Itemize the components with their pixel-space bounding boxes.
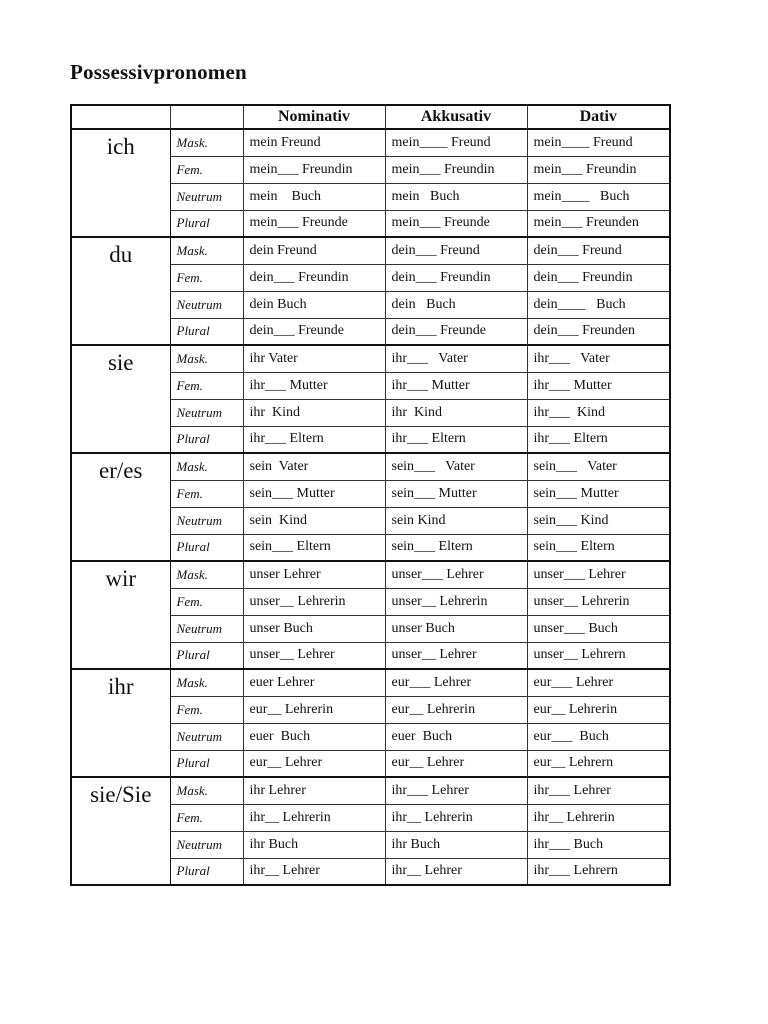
dativ-cell: unser__ Lehrerin [527,588,670,615]
pronoun-group [71,345,670,453]
nominativ-cell: unser Buch [243,615,385,642]
table-row [71,345,670,372]
akkusativ-cell: sein___ Mutter [385,480,527,507]
table-row [71,669,670,696]
dativ-cell: eur___ Buch [527,723,670,750]
akkusativ-cell: sein___ Eltern [385,534,527,561]
gender-cell: Neutrum [170,507,243,534]
gender-cell: Plural [170,210,243,237]
nominativ-cell: sein Kind [243,507,385,534]
akkusativ-cell: dein___ Freundin [385,264,527,291]
akkusativ-cell: mein Buch [385,183,527,210]
dativ-cell: unser___ Buch [527,615,670,642]
pronoun-cell: wir [71,561,170,669]
nominativ-cell: dein Buch [243,291,385,318]
nominativ-cell: unser Lehrer [243,561,385,588]
header-gender-blank [170,105,243,129]
akkusativ-cell: unser Buch [385,615,527,642]
gender-cell: Neutrum [170,399,243,426]
pronoun-cell: er/es [71,453,170,561]
nominativ-cell: ihr__ Lehrer [243,858,385,885]
akkusativ-cell: dein Buch [385,291,527,318]
nominativ-cell: mein Freund [243,129,385,156]
dativ-cell: eur__ Lehrern [527,750,670,777]
akkusativ-cell: dein___ Freunde [385,318,527,345]
gender-cell: Plural [170,426,243,453]
akkusativ-cell: unser__ Lehrerin [385,588,527,615]
akkusativ-cell: ihr___ Vater [385,345,527,372]
akkusativ-cell: ihr___ Mutter [385,372,527,399]
nominativ-cell: euer Buch [243,723,385,750]
nominativ-cell: mein Buch [243,183,385,210]
gender-cell: Fem. [170,588,243,615]
gender-cell: Mask. [170,129,243,156]
dativ-cell: ihr___ Lehrer [527,777,670,804]
gender-cell: Fem. [170,264,243,291]
gender-cell: Fem. [170,156,243,183]
nominativ-cell: ihr__ Lehrerin [243,804,385,831]
nominativ-cell: mein___ Freunde [243,210,385,237]
akkusativ-cell: ihr___ Lehrer [385,777,527,804]
pronoun-cell: sie [71,345,170,453]
pronoun-cell: du [71,237,170,345]
nominativ-cell: unser__ Lehrer [243,642,385,669]
nominativ-cell: dein___ Freundin [243,264,385,291]
nominativ-cell: euer Lehrer [243,669,385,696]
table-row [71,561,670,588]
pronoun-group [71,129,670,237]
pronoun-cell: ich [71,129,170,237]
dativ-cell: dein___ Freundin [527,264,670,291]
gender-cell: Mask. [170,237,243,264]
akkusativ-cell: ihr___ Eltern [385,426,527,453]
akkusativ-cell: unser___ Lehrer [385,561,527,588]
gender-cell: Fem. [170,804,243,831]
dativ-cell: ihr___ Lehrern [527,858,670,885]
nominativ-cell: eur__ Lehrer [243,750,385,777]
akkusativ-cell: ihr__ Lehrer [385,858,527,885]
gender-cell: Neutrum [170,183,243,210]
gender-cell: Plural [170,642,243,669]
gender-cell: Fem. [170,696,243,723]
dativ-cell: sein___ Vater [527,453,670,480]
header-pronoun-blank [71,105,170,129]
nominativ-cell: sein Vater [243,453,385,480]
nominativ-cell: ihr Buch [243,831,385,858]
table-row [71,237,670,264]
header-akkusativ: Akkusativ [385,105,527,129]
gender-cell: Neutrum [170,615,243,642]
akkusativ-cell: eur__ Lehrerin [385,696,527,723]
gender-cell: Mask. [170,669,243,696]
table-row [71,129,670,156]
nominativ-cell: unser__ Lehrerin [243,588,385,615]
pronoun-group [71,561,670,669]
akkusativ-cell: eur___ Lehrer [385,669,527,696]
dativ-cell: ihr___ Vater [527,345,670,372]
dativ-cell: sein___ Mutter [527,480,670,507]
dativ-cell: sein___ Kind [527,507,670,534]
akkusativ-cell: sein Kind [385,507,527,534]
gender-cell: Mask. [170,345,243,372]
dativ-cell: ihr__ Lehrerin [527,804,670,831]
akkusativ-cell: mein___ Freunde [385,210,527,237]
gender-cell: Plural [170,750,243,777]
dativ-cell: ihr___ Mutter [527,372,670,399]
akkusativ-cell: mein___ Freundin [385,156,527,183]
dativ-cell: mein____ Freund [527,129,670,156]
gender-cell: Neutrum [170,723,243,750]
nominativ-cell: ihr___ Mutter [243,372,385,399]
gender-cell: Mask. [170,453,243,480]
nominativ-cell: dein___ Freunde [243,318,385,345]
dativ-cell: ihr___ Kind [527,399,670,426]
dativ-cell: eur__ Lehrerin [527,696,670,723]
header-dativ: Dativ [527,105,670,129]
gender-cell: Neutrum [170,291,243,318]
dativ-cell: eur___ Lehrer [527,669,670,696]
nominativ-cell: sein___ Mutter [243,480,385,507]
nominativ-cell: eur__ Lehrerin [243,696,385,723]
akkusativ-cell: ihr Kind [385,399,527,426]
dativ-cell: ihr___ Eltern [527,426,670,453]
table-row [71,777,670,804]
gender-cell: Neutrum [170,831,243,858]
possessive-pronoun-table [70,104,671,886]
gender-cell: Fem. [170,372,243,399]
nominativ-cell: dein Freund [243,237,385,264]
akkusativ-cell: mein____ Freund [385,129,527,156]
nominativ-cell: mein___ Freundin [243,156,385,183]
pronoun-group [71,669,670,777]
gender-cell: Plural [170,318,243,345]
dativ-cell: mein___ Freundin [527,156,670,183]
akkusativ-cell: ihr Buch [385,831,527,858]
nominativ-cell: ihr___ Eltern [243,426,385,453]
nominativ-cell: sein___ Eltern [243,534,385,561]
akkusativ-cell: ihr__ Lehrerin [385,804,527,831]
gender-cell: Plural [170,858,243,885]
dativ-cell: mein___ Freunden [527,210,670,237]
akkusativ-cell: eur__ Lehrer [385,750,527,777]
pronoun-group [71,453,670,561]
pronoun-cell: ihr [71,669,170,777]
akkusativ-cell: sein___ Vater [385,453,527,480]
table-header-row [71,105,670,129]
dativ-cell: unser___ Lehrer [527,561,670,588]
dativ-cell: dein___ Freund [527,237,670,264]
dativ-cell: mein____ Buch [527,183,670,210]
gender-cell: Plural [170,534,243,561]
pronoun-cell: sie/Sie [71,777,170,885]
pronoun-group [71,777,670,885]
dativ-cell: dein___ Freunden [527,318,670,345]
pronoun-group [71,237,670,345]
page-title: Possessivpronomen [70,60,247,84]
header-nominativ: Nominativ [243,105,385,129]
dativ-cell: unser__ Lehrern [527,642,670,669]
akkusativ-cell: dein___ Freund [385,237,527,264]
nominativ-cell: ihr Vater [243,345,385,372]
akkusativ-cell: euer Buch [385,723,527,750]
nominativ-cell: ihr Kind [243,399,385,426]
dativ-cell: sein___ Eltern [527,534,670,561]
nominativ-cell: ihr Lehrer [243,777,385,804]
gender-cell: Mask. [170,561,243,588]
table-row [71,453,670,480]
gender-cell: Mask. [170,777,243,804]
dativ-cell: dein____ Buch [527,291,670,318]
dativ-cell: ihr___ Buch [527,831,670,858]
akkusativ-cell: unser__ Lehrer [385,642,527,669]
gender-cell: Fem. [170,480,243,507]
